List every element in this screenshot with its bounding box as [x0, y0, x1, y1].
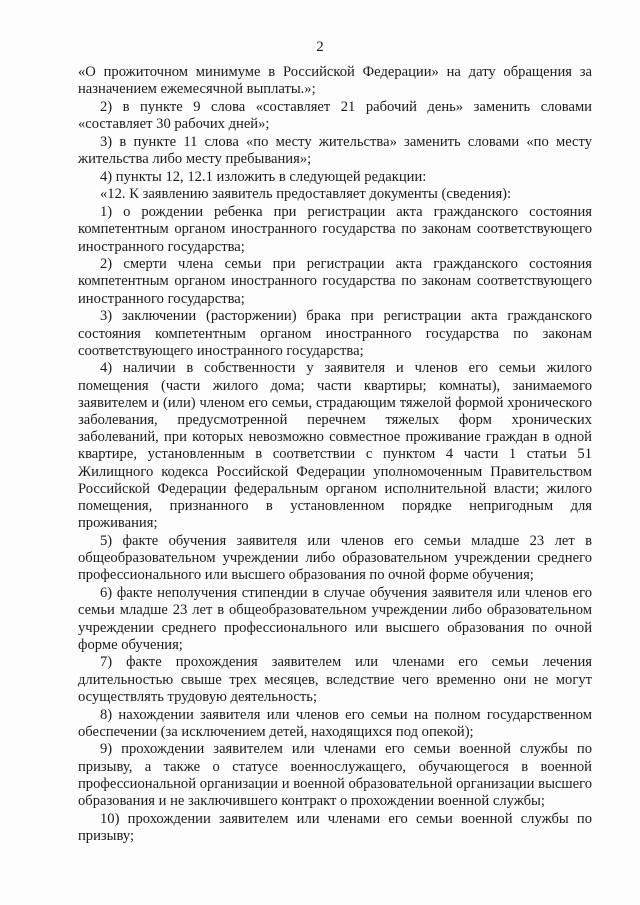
page-number: 2	[316, 39, 324, 55]
document-body	[78, 64, 592, 846]
paragraph-item-4: 4) пункты 12, 12.1 изложить в следующей редакции:	[100, 168, 427, 185]
paragraph-continuation: «О прожиточном минимуме в Российской Федерации» на дату обращения за назначением ежемесячной выплаты.»;	[78, 64, 592, 98]
paragraph-subitem-5: 5) факте обучения заявителя или членов его семьи младше 23 лет в общеобразовательном учреждении либо образовательном учреждении среднего профессионального или высшего образования по очной форме обучения;	[78, 532, 592, 584]
paragraph-item-3: 3) в пункте 11 слова «по месту жительства» заменить словами «по месту жительства либо месту пребывания»;	[78, 133, 592, 168]
paragraph-subitem-9: 9) прохождении заявителем или членами его семьи военной службы по призыву, а также о статусе военнослужащего, обучающегося в военной профессиональной организации и военной образовательной организации высшего образования и не заключившего контракт о прохождении военной службы;	[78, 741, 592, 810]
paragraph-subitem-8: 8) нахождении заявителя или членов его семьи на полном государственном обеспечении (за исключением детей, находящихся под опекой);	[78, 706, 592, 740]
paragraph-subitem-10: 10) прохождении заявителем или членами его семьи военной службы по призыву;	[78, 810, 592, 844]
paragraph-subitem-7: 7) факте прохождения заявителем или членами его семьи лечения длительностью свыше трех месяцев, вследствие чего временно они не могут осуществлять трудовую деятельность;	[78, 654, 592, 705]
paragraph-subitem-4: 4) наличии в собственности у заявителя и членов его семьи жилого помещения (части жилого дома; части квартиры; комнаты), занимаемого заявителем и (или) членом его семьи, страдающим тяжелой формой хронического заболевания, предусмотренной перечнем тяжелых форм хронических заболеваний, при которых невозможно совместное проживание граждан в одной квартире, установленным в соответствии с пунктом 4 части 1 статьи 51 Жилищного кодекса Российской Федерации уполномоченным Правительством Российской Федерации федеральным органом исполнительной власти; жилого помещения, признанного в установленном порядке непригодным для проживания;	[78, 360, 592, 532]
paragraph-clause-12: «12. К заявлению заявитель предоставляет документы (сведения):	[100, 186, 512, 203]
paragraph-item-2: 2) в пункте 9 слова «составляет 21 рабочий день» заменить словами «составляет 30 рабочих дней»;	[78, 98, 592, 133]
paragraph-subitem-2: 2) смерти члена семьи при регистрации акта гражданского состояния компетентным органом иностранного государства по законам соответствующего иностранного государства;	[78, 256, 592, 307]
paragraph-subitem-6: 6) факте неполучения стипендии в случае обучения заявителя или членов его семьи младше 23 лет в общеобразовательном учреждении либо образовательном учреждении среднего профессионального или высшего образования по очной форме обучения;	[78, 585, 592, 653]
paragraph-subitem-1: 1) о рождении ребенка при регистрации акта гражданского состояния компетентным органом иностранного государства по законам соответствующего иностранного государства;	[78, 204, 592, 255]
paragraph-subitem-3: 3) заключении (расторжении) брака при регистрации акта гражданского состояния компетентным органом иностранного государства по законам соответствующего иностранного государства;	[78, 308, 592, 359]
